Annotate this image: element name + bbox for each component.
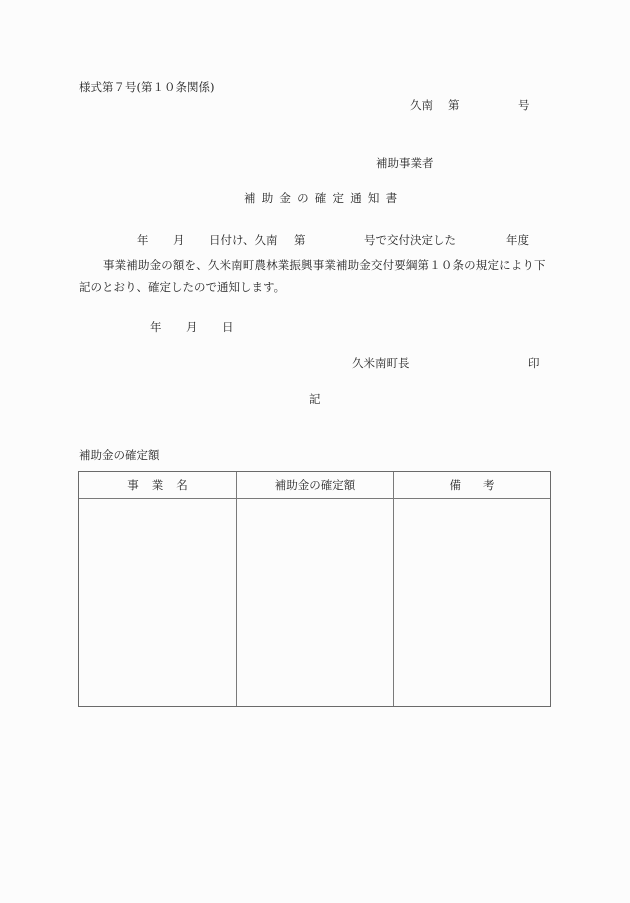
issue-date xyxy=(150,319,234,335)
header-project-name: 事業名 xyxy=(79,472,237,499)
form-number: 様式第７号(第１０条関係) xyxy=(79,80,215,94)
cell-project-name xyxy=(79,499,237,706)
body-month: 月 xyxy=(173,233,185,247)
issue-day: 日 xyxy=(222,320,234,334)
body-line-1 xyxy=(137,232,529,248)
body-line-3: 記のとおり、確定したので通知します。 xyxy=(79,280,286,294)
reference-dai: 第 xyxy=(448,98,460,112)
table-caption: 補助金の確定額 xyxy=(79,448,160,462)
issue-month: 月 xyxy=(186,320,198,334)
ki-heading: 記 xyxy=(309,392,321,406)
body-fiscal-year: 年度 xyxy=(506,233,529,247)
body-date-suffix: 日付け、久南 xyxy=(209,233,278,247)
issue-year: 年 xyxy=(150,320,162,334)
reference-prefix: 久南 xyxy=(410,98,433,112)
cell-confirmed-amount xyxy=(237,499,394,706)
header-confirmed-amount: 補助金の確定額 xyxy=(237,472,394,499)
body-decided: 号で交付決定した xyxy=(364,233,456,247)
cell-remarks xyxy=(394,499,550,706)
document-title: 補助金の確定通知書 xyxy=(244,191,404,205)
body-dai: 第 xyxy=(294,233,306,247)
issuer-name: 久米南町長 xyxy=(352,356,410,370)
body-year: 年 xyxy=(137,233,149,247)
reference-number xyxy=(410,97,530,113)
recipient: 補助事業者 xyxy=(376,156,434,170)
reference-go: 号 xyxy=(518,98,530,112)
amount-table xyxy=(78,471,551,707)
seal-mark: 印 xyxy=(528,356,540,370)
header-remarks: 備考 xyxy=(394,472,550,499)
body-line-2: 事業補助金の額を、久米南町農林業振興事業補助金交付要綱第１０条の規定により下 xyxy=(103,258,546,272)
